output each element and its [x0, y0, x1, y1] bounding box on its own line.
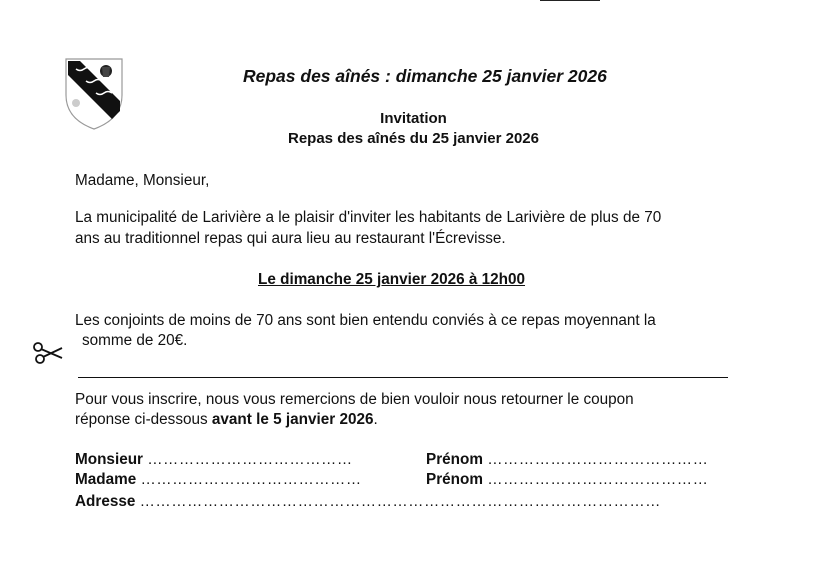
prenom-label-1: Prénom [426, 451, 483, 468]
adresse-field [75, 493, 661, 511]
coupon-intro-line-1: Pour vous inscrire, nous vous remercions de bien vouloir nous retourner le coupon [75, 391, 634, 408]
prenom-dots-2: …………………………………… [487, 471, 709, 488]
prenom-label-2: Prénom [426, 471, 483, 488]
coupon-intro-text: réponse ci-dessous [75, 411, 212, 428]
paragraph-2-line-2: somme de 20€. [82, 332, 188, 349]
prenom-field-2 [426, 471, 708, 489]
invitation-subheading: Repas des aînés du 25 janvier 2026 [288, 130, 539, 147]
madame-dots: …………………………………… [140, 471, 362, 488]
coupon-intro-line-2 [75, 410, 378, 430]
adresse-label: Adresse [75, 493, 136, 510]
madame-label: Madame [75, 471, 137, 488]
event-date: Le dimanche 25 janvier 2026 à 12h00 [258, 271, 526, 288]
paragraph-2-line-1: Les conjoints de moins de 70 ans sont bien entendu conviés à ce repas moyennant la [75, 312, 656, 329]
monsieur-label: Monsieur [75, 451, 143, 468]
scan-edge-mark [540, 0, 600, 4]
adresse-dots: ……………………………………………………………………………………… [139, 493, 661, 510]
page-title: Repas des aînés : dimanche 25 janvier 2026 [243, 66, 607, 86]
paragraph-1-line-1: La municipalité de Larivière a le plaisir d'inviter les habitants de Larivière de plus de 70 [75, 209, 662, 226]
madame-field [75, 471, 362, 489]
invitation-heading: Invitation [380, 110, 447, 127]
monsieur-dots: ………………………………… [147, 451, 353, 468]
cut-line [78, 377, 728, 378]
coupon-deadline: avant le 5 janvier 2026 [211, 411, 374, 428]
prenom-dots-1: …………………………………… [487, 451, 709, 468]
monsieur-field [75, 451, 353, 469]
coupon-intro-end: . [373, 411, 378, 428]
greeting: Madame, Monsieur, [75, 172, 210, 189]
prenom-field-1 [426, 451, 708, 469]
paragraph-1-line-2: ans au traditionnel repas qui aura lieu au restaurant l'Écrevisse. [75, 230, 506, 247]
scissors-icon [30, 338, 64, 368]
